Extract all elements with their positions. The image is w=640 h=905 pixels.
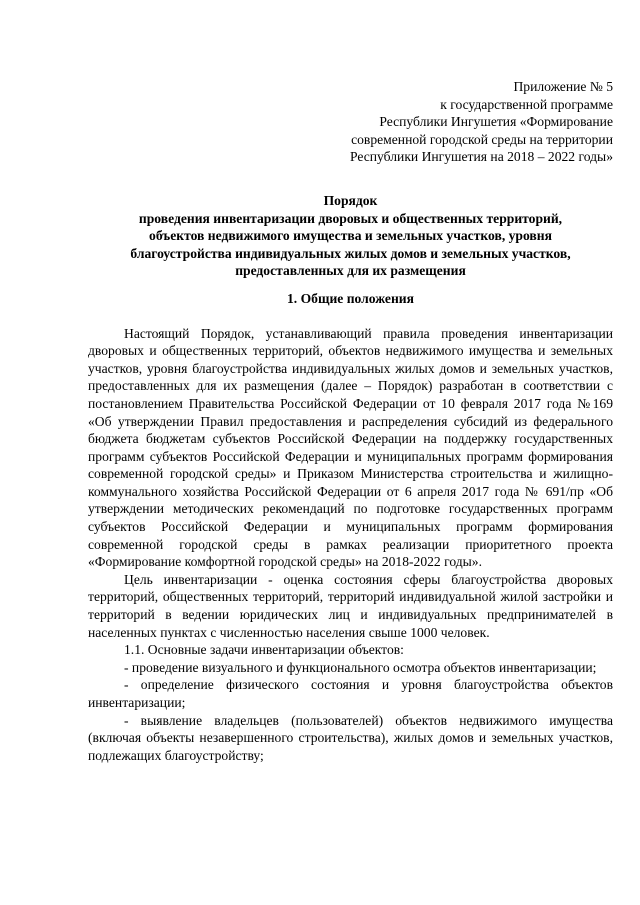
annex-line: Приложение № 5 bbox=[513, 79, 613, 94]
document-title bbox=[88, 192, 613, 280]
title-line: проведения инвентаризации дворовых и общественных территорий, bbox=[138, 210, 563, 226]
list-item: - проведение визуального и функционального осмотра объектов инвентаризации; bbox=[124, 659, 597, 675]
section-heading: 1. Общие положения bbox=[287, 290, 414, 306]
title-line: Порядок bbox=[323, 192, 378, 208]
subsection-heading: 1.1. Основные задачи инвентаризации объектов: bbox=[124, 642, 404, 658]
list-item: - определение физического состояния и уровня благоустройства объектов инвентаризации; bbox=[88, 677, 613, 710]
body-paragraph: Цель инвентаризации - оценка состояния сферы благоустройства дворовых территорий, общественных территорий, территорий индивидуальной жилой застройки и территорий в ведении юридических лиц и индивидуальных предпринимателей в населенных пунктах с численностью населения свыше 1000 человек. bbox=[88, 571, 613, 640]
annex-line: современной городской среды на территории bbox=[351, 131, 613, 147]
annex-line: к государственной программе bbox=[440, 96, 613, 112]
annex-line: Республики Ингушетия «Формирование bbox=[379, 114, 613, 130]
list-item: - выявление владельцев (пользователей) объектов недвижимого имущества (включая объекты незавершенного строительства), жилых домов и земельных участков, подлежащих благоустройству; bbox=[88, 712, 613, 763]
title-line: предоставленных для их размещения bbox=[235, 263, 466, 279]
title-line: благоустройства индивидуальных жилых домов и земельных участков, bbox=[130, 245, 571, 261]
title-line: объектов недвижимого имущества и земельных участков, уровня bbox=[149, 228, 552, 244]
annex-header bbox=[88, 78, 613, 166]
body-paragraph: Настоящий Порядок, устанавливающий правила проведения инвентаризации дворовых и общественных территорий, объектов недвижимого имущества и земельных участков, уровня благоустройства индивидуальных жилых домов и земельных участков, предоставленных для их размещения (далее – Порядок) разработан в соответствии с постановлением Правительства Российской Федерации от 10 февраля 2017 года №169 «Об утверждении Правил предоставления и распределения субсидий из федерального бюджета бюджетам субъектов Российской Федерации на поддержку государственных программ субъектов Российской Федерации и муниципальных программ формирования современной городской среды» и Приказом Министерства строительства и жилищно-коммунального хозяйства Российской Федерации от 6 апреля 2017 года № 691/пр «Об утверждении методических рекомендаций по подготовке государственных программ субъектов Российской Федерации и муниципальных программ формирования современной городской среды в рамках реализации приоритетного проекта «Формирование комфортной городской среды» на 2018-2022 годы». bbox=[88, 325, 613, 570]
annex-line: Республики Ингушетия на 2018 – 2022 годы» bbox=[350, 149, 613, 165]
